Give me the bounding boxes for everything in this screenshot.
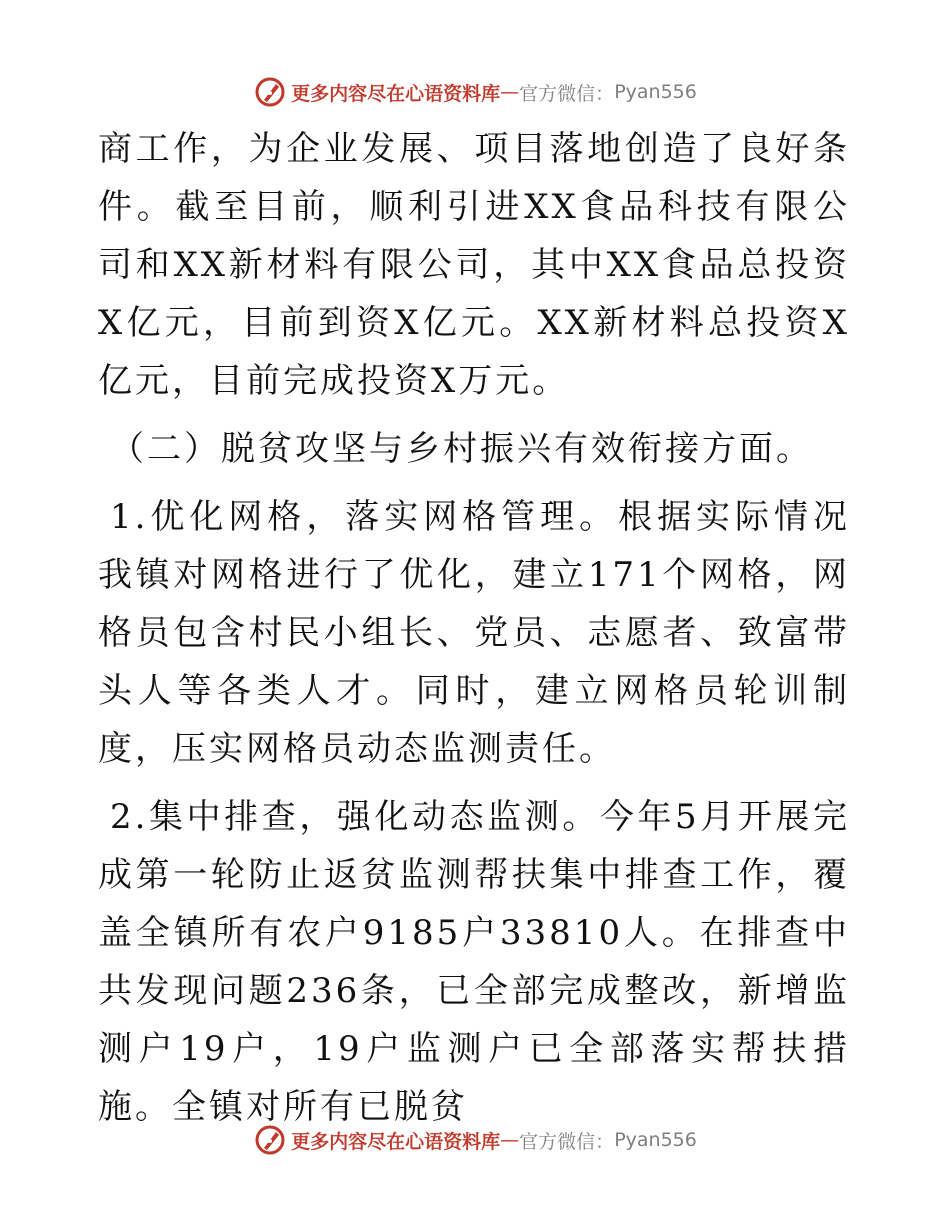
watermark-wechat-account: Pyan556: [614, 81, 697, 103]
watermark-wechat-label: 官方微信：: [519, 1130, 615, 1153]
pen-logo-icon: [253, 75, 287, 109]
document-body: [98, 120, 850, 1136]
watermark-separator: —: [500, 1129, 520, 1151]
watermark-wechat-label: 官方微信：: [519, 82, 615, 105]
paragraph-grid-management: 1.优化网格，落实网格管理。根据实际情况我镇对网格进行了优化，建立171个网格，网格员包含村民小组长、党员、志愿者、致富带头人等各类人才。同时，建立网格员轮训制度，压实网格员动态监测责任。: [98, 497, 850, 769]
watermark-wechat-account: Pyan556: [614, 1129, 697, 1151]
pen-logo-icon: [253, 1123, 287, 1157]
paragraph-investment: 商工作，为企业发展、项目落地创造了良好条件。截至目前，顺利引进XX食品科技有限公司和XX新材料有限公司，其中XX食品总投资X亿元，目前到资X亿元。XX新材料总投资X亿元，目前完成投资X万元。: [98, 129, 850, 401]
footer-watermark: [0, 1120, 950, 1160]
watermark-separator: —: [500, 81, 520, 103]
paragraph-dynamic-monitoring: 2.集中排查，强化动态监测。今年5月开展完成第一轮防止返贫监测帮扶集中排查工作，覆盖全镇所有农户9185户33810人。在排查中共发现问题236条，已全部完成整改，新增监测户19户，19户监测户已全部落实帮扶措施。全镇对所有已脱贫: [98, 797, 850, 1127]
section-heading: （二）脱贫攻坚与乡村振兴有效衔接方面。: [110, 429, 813, 469]
watermark-main-text: 更多内容尽在心语资料库: [291, 82, 501, 105]
watermark-main-text: 更多内容尽在心语资料库: [291, 1130, 501, 1153]
header-watermark: [0, 72, 950, 112]
